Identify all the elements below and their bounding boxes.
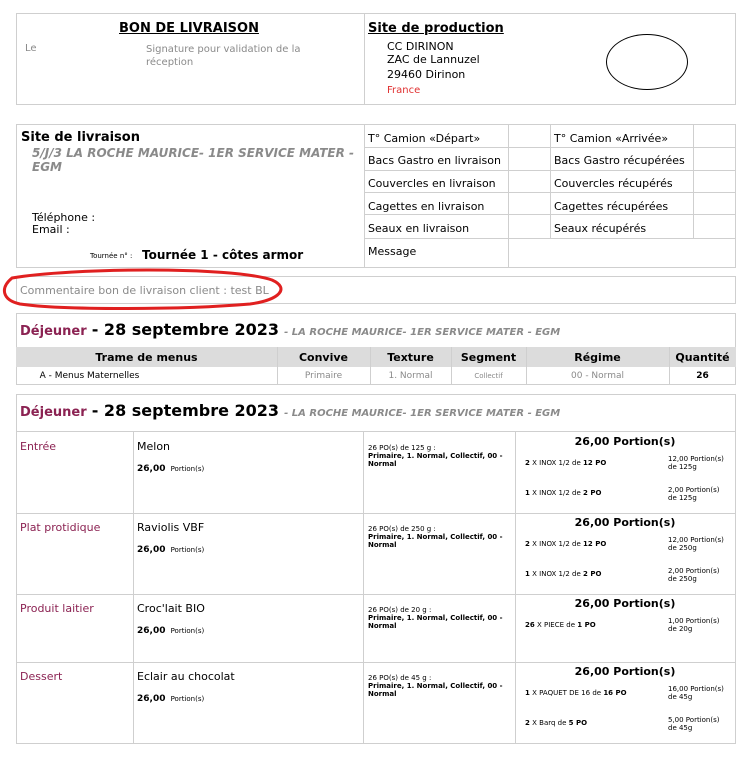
- row-laitier-spec: 26 PO(s) de 20 g :: [368, 606, 432, 614]
- meal2-label: Déjeuner: [20, 405, 87, 420]
- meal2-site: - LA ROCHE MAURICE- 1ER SERVICE MATER - EGM: [284, 408, 561, 419]
- row-plat-qty: 26,00: [137, 545, 166, 555]
- col-segment: Segment: [460, 351, 517, 364]
- col-regime: Régime: [574, 351, 621, 364]
- delivery-title: Site de livraison: [21, 130, 140, 145]
- couvercles-livraison-label: Couvercles en livraison: [368, 177, 496, 190]
- cell-convive: Primaire: [304, 371, 343, 381]
- pack-detail: 2,00 Portion(s) de 125g: [668, 486, 720, 502]
- document-title: BON DE LIVRAISON: [119, 21, 259, 36]
- row-entree-spec: 26 PO(s) de 125 g :: [368, 444, 436, 452]
- cell-texture: 1. Normal: [388, 371, 433, 381]
- row-laitier-unit: Portion(s): [170, 627, 205, 635]
- signature-label: Signature pour validation de la réception: [146, 44, 301, 68]
- comment-text: Commentaire bon de livraison client : test BL: [20, 284, 269, 297]
- meal2-date: - 28 septembre 2023: [91, 401, 280, 420]
- col-trame: Trame de menus: [95, 351, 198, 364]
- row-laitier-total: 26,00 Portion(s): [574, 597, 676, 610]
- pack-line: 2 X Barq de 5 PO: [525, 719, 588, 727]
- row-laitier-qty: 26,00: [137, 626, 166, 636]
- row-plat-unit: Portion(s): [170, 546, 205, 554]
- pack-line: 1 X PAQUET DE 16 de 16 PO: [525, 689, 627, 697]
- tournee-label: Tournée n° :: [90, 252, 133, 260]
- row-dessert-category: Dessert: [20, 670, 63, 683]
- meal1-date: - 28 septembre 2023: [91, 320, 280, 339]
- production-name: CC DIRINON: [387, 40, 454, 53]
- row-entree-qty: 26,00: [137, 464, 166, 474]
- tournee-value: Tournée 1 - côtes armor: [142, 248, 304, 262]
- row-entree-category: Entrée: [20, 440, 57, 453]
- meal1-site: - LA ROCHE MAURICE- 1ER SERVICE MATER - EGM: [284, 327, 561, 338]
- cagettes-livraison-label: Cagettes en livraison: [368, 200, 485, 213]
- row-entree-dish: Melon: [137, 440, 171, 453]
- col-convive: Convive: [298, 351, 349, 364]
- col-texture: Texture: [387, 351, 434, 364]
- pack-line: 2 X INOX 1/2 de 12 PO: [525, 540, 607, 548]
- row-entree-spec-detail: Primaire, 1. Normal, Collectif, 00 - Normal: [368, 452, 503, 468]
- row-laitier-category: Produit laitier: [20, 602, 94, 615]
- couvercles-recuperes-label: Couvercles récupérés: [554, 177, 673, 190]
- meal2-heading: [20, 401, 560, 420]
- delivery-address: 5/J/3 LA ROCHE MAURICE- 1ER SERVICE MATER - EGM: [32, 146, 355, 174]
- cell-quantite: 26: [696, 371, 709, 381]
- row-dessert-qty: 26,00: [137, 694, 166, 704]
- bacs-recuperees-label: Bacs Gastro récupérées: [554, 154, 685, 167]
- row-dessert-dish: Eclair au chocolat: [137, 670, 235, 683]
- pack-line: 2 X INOX 1/2 de 12 PO: [525, 459, 607, 467]
- row-laitier-spec-detail: Primaire, 1. Normal, Collectif, 00 - Normal: [368, 614, 503, 630]
- cell-regime: 00 - Normal: [571, 371, 624, 381]
- row-dessert-spec-detail: Primaire, 1. Normal, Collectif, 00 - Normal: [368, 682, 503, 698]
- row-plat-total: 26,00 Portion(s): [574, 516, 676, 529]
- pack-line: 1 X INOX 1/2 de 2 PO: [525, 570, 602, 578]
- cagettes-recuperees-label: Cagettes récupérées: [554, 200, 669, 213]
- pack-detail: 5,00 Portion(s) de 45g: [668, 716, 720, 732]
- production-city: 29460 Dirinon: [387, 68, 466, 81]
- cell-trame: A - Menus Maternelles: [39, 371, 140, 381]
- logo-oval: [606, 34, 688, 90]
- row-dessert-total: 26,00 Portion(s): [574, 665, 676, 678]
- production-country: France: [387, 85, 421, 96]
- red-annotation-ellipse: [0, 266, 290, 312]
- pack-detail: 16,00 Portion(s) de 45g: [668, 685, 724, 701]
- production-title: Site de production: [368, 21, 504, 36]
- pack-line: 26 X PIECE de 1 PO: [525, 621, 596, 629]
- email-label: Email :: [32, 223, 70, 236]
- message-label: Message: [368, 245, 417, 258]
- camion-arrivee-label: T° Camion «Arrivée»: [554, 132, 669, 145]
- row-plat-dish: Raviolis VBF: [137, 521, 205, 534]
- col-quantite: Quantité: [675, 351, 730, 364]
- pack-detail: 12,00 Portion(s) de 250g: [668, 536, 724, 552]
- camion-depart-label: T° Camion «Départ»: [368, 132, 481, 145]
- phone-label: Téléphone :: [32, 211, 96, 224]
- row-entree-unit: Portion(s): [170, 465, 205, 473]
- pack-detail: 12,00 Portion(s) de 125g: [668, 455, 724, 471]
- row-plat-category: Plat protidique: [20, 521, 101, 534]
- pack-line: 1 X INOX 1/2 de 2 PO: [525, 489, 602, 497]
- production-street: ZAC de Lannuzel: [387, 53, 480, 66]
- seaux-recuperes-label: Seaux récupérés: [554, 222, 647, 235]
- row-plat-spec: 26 PO(s) de 250 g :: [368, 525, 436, 533]
- meal1-heading: [20, 320, 560, 339]
- pack-detail: 1,00 Portion(s) de 20g: [668, 617, 720, 633]
- row-entree-total: 26,00 Portion(s): [574, 435, 676, 448]
- row-dessert-unit: Portion(s): [170, 695, 205, 703]
- meal1-label: Déjeuner: [20, 324, 87, 339]
- cell-segment: Collectif: [474, 372, 503, 380]
- bacs-livraison-label: Bacs Gastro en livraison: [368, 154, 501, 167]
- seaux-livraison-label: Seaux en livraison: [368, 222, 470, 235]
- row-plat-spec-detail: Primaire, 1. Normal, Collectif, 00 - Normal: [368, 533, 503, 549]
- pack-detail: 2,00 Portion(s) de 250g: [668, 567, 720, 583]
- date-label: Le: [25, 43, 37, 54]
- row-laitier-dish: Croc'lait BIO: [137, 602, 205, 615]
- row-dessert-spec: 26 PO(s) de 45 g :: [368, 674, 432, 682]
